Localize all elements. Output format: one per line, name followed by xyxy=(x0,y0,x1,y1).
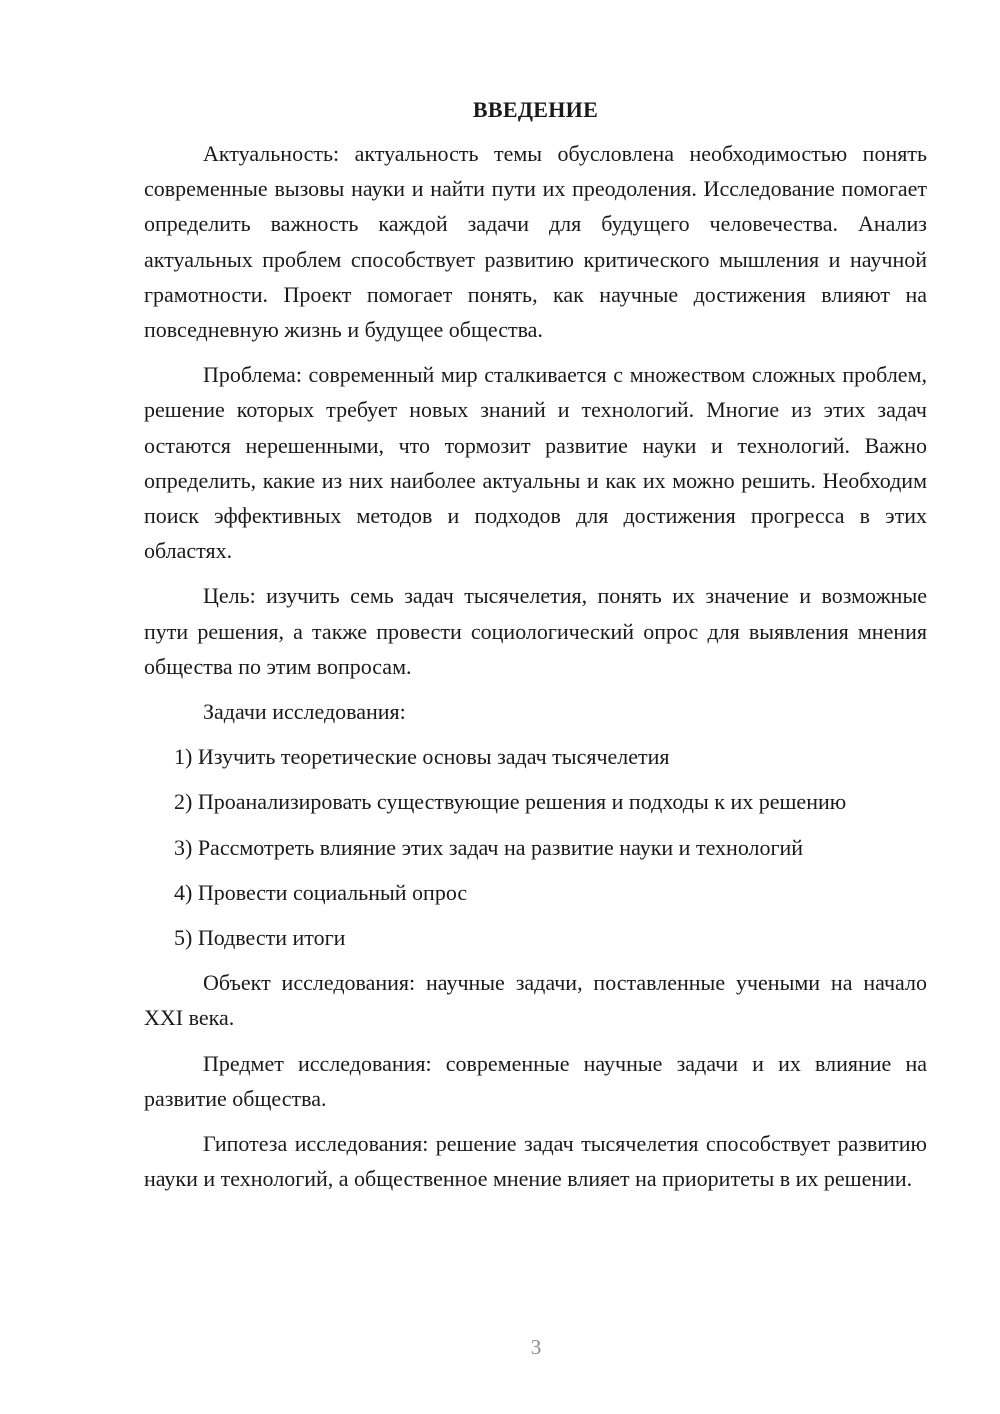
section-heading: ВВЕДЕНИЕ xyxy=(472,97,599,122)
hypothesis-paragraph: Гипотеза исследования: решение задач тысячелетия способствует развитию науки и технологий, а общественное мнение влияет на приоритеты в их решении. xyxy=(144,1131,927,1192)
object-paragraph: Объект исследования: научные задачи, поставленные учеными на начало XXI века. xyxy=(144,970,927,1031)
page-number: 3 xyxy=(530,1335,542,1359)
problem-paragraph: Проблема: современный мир сталкивается с множеством сложных проблем, решение которых требует новых знаний и технологий. Многие из этих задач остаются нерешенными, что тормозит развитие науки и технологий. Важно определить, какие из них наиболее актуальны и как их можно решить. Необходим поиск эффективных методов и подходов для достижения прогресса в этих областях. xyxy=(144,362,927,564)
tasks-list xyxy=(144,739,927,955)
page-content xyxy=(144,94,927,1206)
list-item: 3) Рассмотреть влияние этих задач на развитие науки и технологий xyxy=(174,834,804,860)
tasks-title: Задачи исследования: xyxy=(203,699,406,725)
goal-paragraph: Цель: изучить семь задач тысячелетия, понять их значение и возможные пути решения, а также провести социологический опрос для выявления мнения общества по этим вопросам. xyxy=(144,583,927,679)
subject-paragraph: Предмет исследования: современные научные задачи и их влияние на развитие общества. xyxy=(144,1050,927,1111)
list-item: 4) Провести социальный опрос xyxy=(174,879,468,905)
relevance-paragraph: Актуальность: актуальность темы обусловлена необходимостью понять современные вызовы науки и найти пути их преодоления. Исследование помогает определить важность каждой задачи для будущего человечества. Анализ актуальных проблем способствует развитию критического мышления и научной грамотности. Проект помогает понять, как научные достижения влияют на повседневную жизнь и будущее общества. xyxy=(144,141,927,343)
list-item: 2) Проанализировать существующие решения и подходы к их решению xyxy=(174,789,847,815)
list-item: 1) Изучить теоретические основы задач тысячелетия xyxy=(174,744,670,770)
list-item: 5) Подвести итоги xyxy=(174,925,346,951)
